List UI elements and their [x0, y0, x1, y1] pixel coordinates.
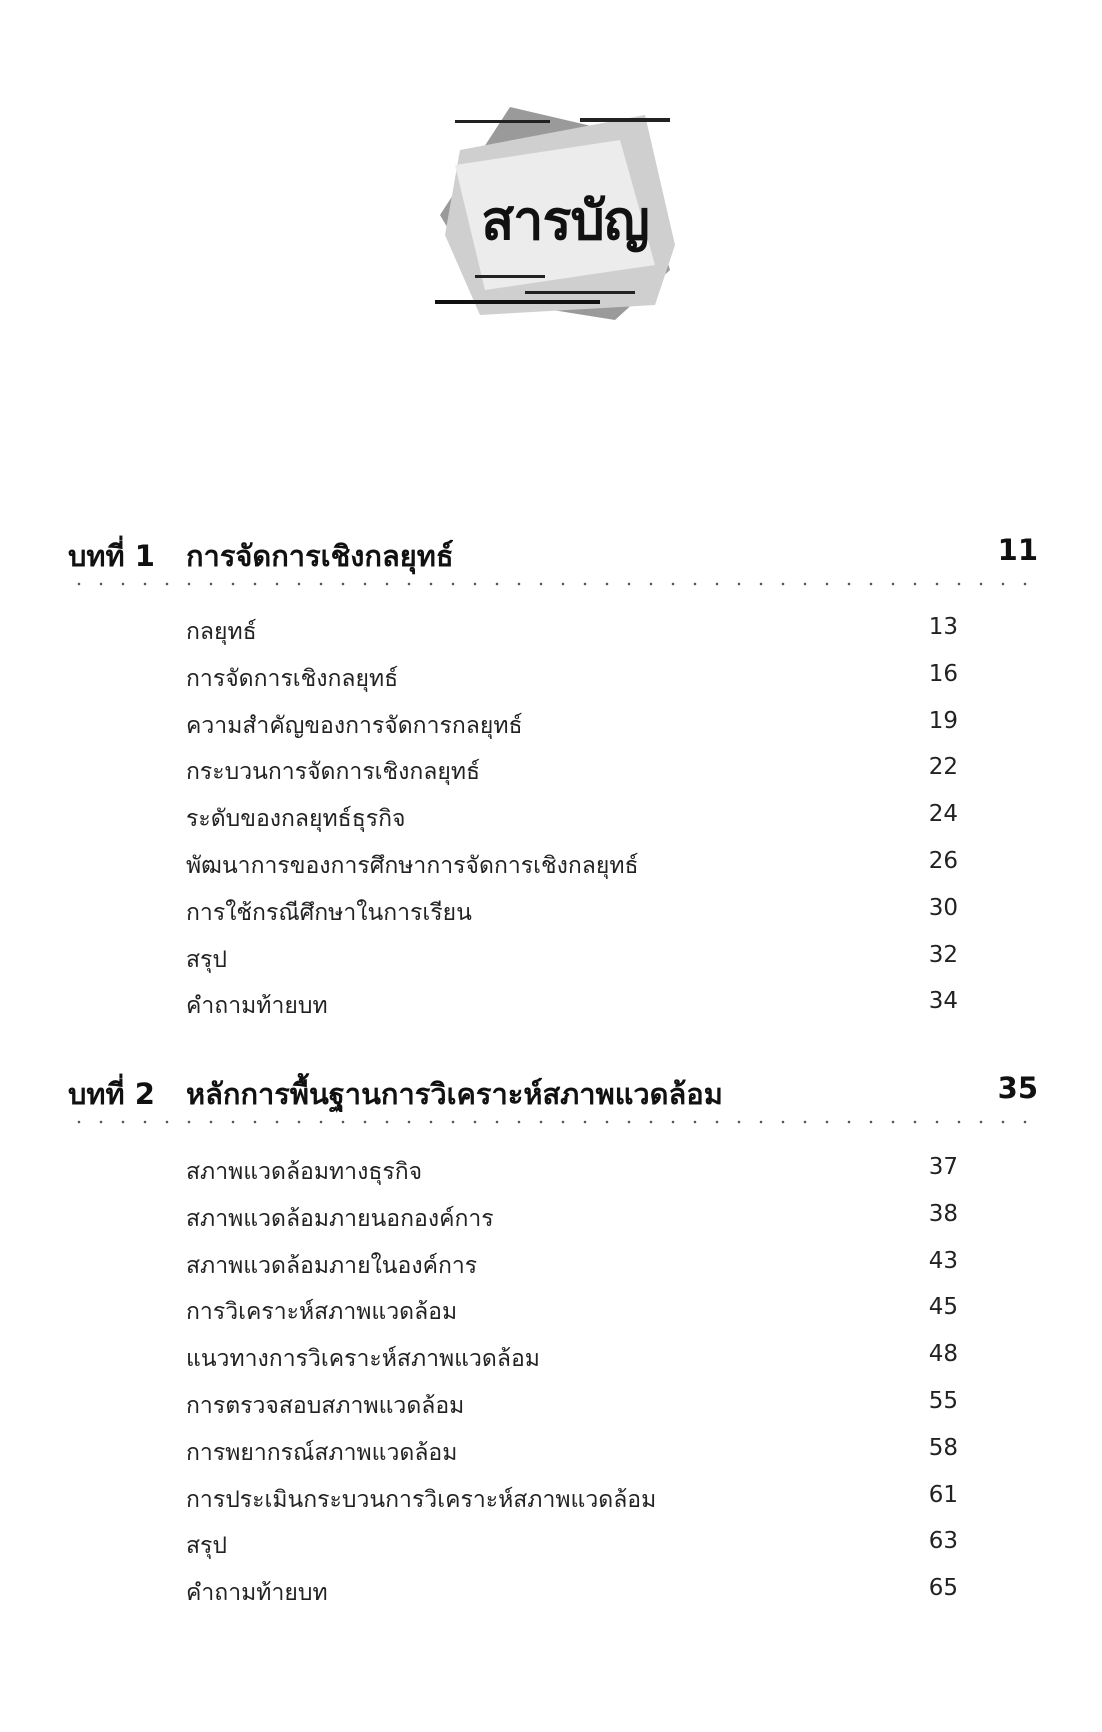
chapter-2-entries: [186, 1154, 958, 1622]
dotted-divider: [68, 1120, 1038, 1124]
title-graphic: [430, 95, 700, 350]
toc-entry-title: สภาพแวดล้อมภายในองค์การ: [186, 1252, 478, 1279]
toc-entry[interactable]: [186, 754, 958, 801]
toc-entry-title: กระบวนการจัดการเชิงกลยุทธ์: [186, 759, 481, 786]
chapter-label: บทที่ 2: [68, 1077, 155, 1111]
chapter-page-number: 11: [997, 533, 1038, 567]
toc-entry[interactable]: [186, 1294, 958, 1341]
toc-entry[interactable]: [186, 661, 958, 708]
page-title: สารบัญ: [481, 189, 649, 252]
toc-entry[interactable]: [186, 895, 958, 942]
chapter-title: หลักการพื้นฐานการวิเคราะห์สภาพแวดล้อม: [186, 1077, 723, 1111]
toc-entry[interactable]: [186, 988, 958, 1035]
chapter-heading-2[interactable]: [68, 1071, 1038, 1111]
toc-entry[interactable]: [186, 1482, 958, 1529]
chapter-page-number: 35: [997, 1071, 1038, 1105]
toc-entry-title: คำถามท้ายบท: [186, 1580, 328, 1607]
toc-entry[interactable]: [186, 1201, 958, 1248]
toc-entry-page: 34: [928, 988, 958, 1015]
toc-entry-title: การตรวจสอบสภาพแวดล้อม: [186, 1392, 465, 1419]
toc-entry-page: 16: [928, 660, 958, 687]
toc-entry[interactable]: [186, 1388, 958, 1435]
toc-entry-title: การจัดการเชิงกลยุทธ์: [186, 665, 399, 692]
toc-entry[interactable]: [186, 1248, 958, 1295]
toc-entry-title: ระดับของกลยุทธ์ธุรกิจ: [186, 806, 406, 833]
toc-entry-page: 37: [928, 1154, 958, 1180]
toc-entry[interactable]: [186, 942, 958, 989]
toc-entry[interactable]: [186, 708, 958, 755]
toc-entry-page: 45: [928, 1294, 958, 1321]
toc-entry-title: สรุป: [186, 946, 227, 973]
toc-entry-page: 30: [928, 894, 958, 921]
toc-entry-page: 19: [928, 707, 958, 734]
toc-entry-title: คำถามท้ายบท: [186, 993, 328, 1020]
toc-entry-title: กลยุทธ์: [186, 619, 257, 645]
toc-entry-page: 13: [928, 614, 958, 640]
toc-entry-title: สรุป: [186, 1533, 227, 1560]
toc-entry-page: 22: [928, 754, 958, 781]
toc-entry[interactable]: [186, 1341, 958, 1388]
chapter-heading-1[interactable]: [68, 533, 1038, 573]
toc-entry-title: การพยากรณ์สภาพแวดล้อม: [186, 1439, 458, 1466]
toc-entry-title: การวิเคราะห์สภาพแวดล้อม: [186, 1299, 458, 1326]
toc-entry-page: 63: [928, 1528, 958, 1555]
toc-entry-title: แนวทางการวิเคราะห์สภาพแวดล้อม: [186, 1346, 540, 1373]
dotted-divider: [68, 582, 1038, 586]
toc-entry-page: 61: [928, 1481, 958, 1508]
toc-entry-title: สภาพแวดล้อมทางธุรกิจ: [186, 1159, 423, 1185]
toc-entry-page: 38: [928, 1200, 958, 1227]
toc-entry-page: 55: [928, 1387, 958, 1414]
toc-entry[interactable]: [186, 614, 958, 661]
toc-entry[interactable]: [186, 848, 958, 895]
toc-entry-page: 65: [928, 1575, 958, 1602]
toc-entry-title: การประเมินกระบวนการวิเคราะห์สภาพแวดล้อม: [186, 1486, 657, 1513]
toc-entry-page: 48: [928, 1341, 958, 1368]
toc-entry[interactable]: [186, 1154, 958, 1201]
toc-entry-page: 58: [928, 1434, 958, 1461]
toc-entry-title: พัฒนาการของการศึกษาการจัดการเชิงกลยุทธ์: [186, 852, 639, 879]
toc-entry-page: 24: [928, 801, 958, 828]
chapter-title: การจัดการเชิงกลยุทธ์: [186, 539, 454, 573]
chapter-label: บทที่ 1: [68, 539, 155, 573]
toc-entry[interactable]: [186, 1528, 958, 1575]
toc-entry-title: สภาพแวดล้อมภายนอกองค์การ: [186, 1205, 494, 1232]
toc-entry-page: 26: [928, 847, 958, 874]
toc-entry[interactable]: [186, 1575, 958, 1622]
toc-entry-title: ความสำคัญของการจัดการกลยุทธ์: [186, 712, 523, 739]
toc-entry-page: 32: [928, 941, 958, 968]
toc-entry-title: การใช้กรณีศึกษาในการเรียน: [186, 899, 472, 926]
toc-entry[interactable]: [186, 1435, 958, 1482]
toc-entry[interactable]: [186, 801, 958, 848]
chapter-1-entries: [186, 614, 958, 1035]
toc-entry-page: 43: [928, 1247, 958, 1274]
